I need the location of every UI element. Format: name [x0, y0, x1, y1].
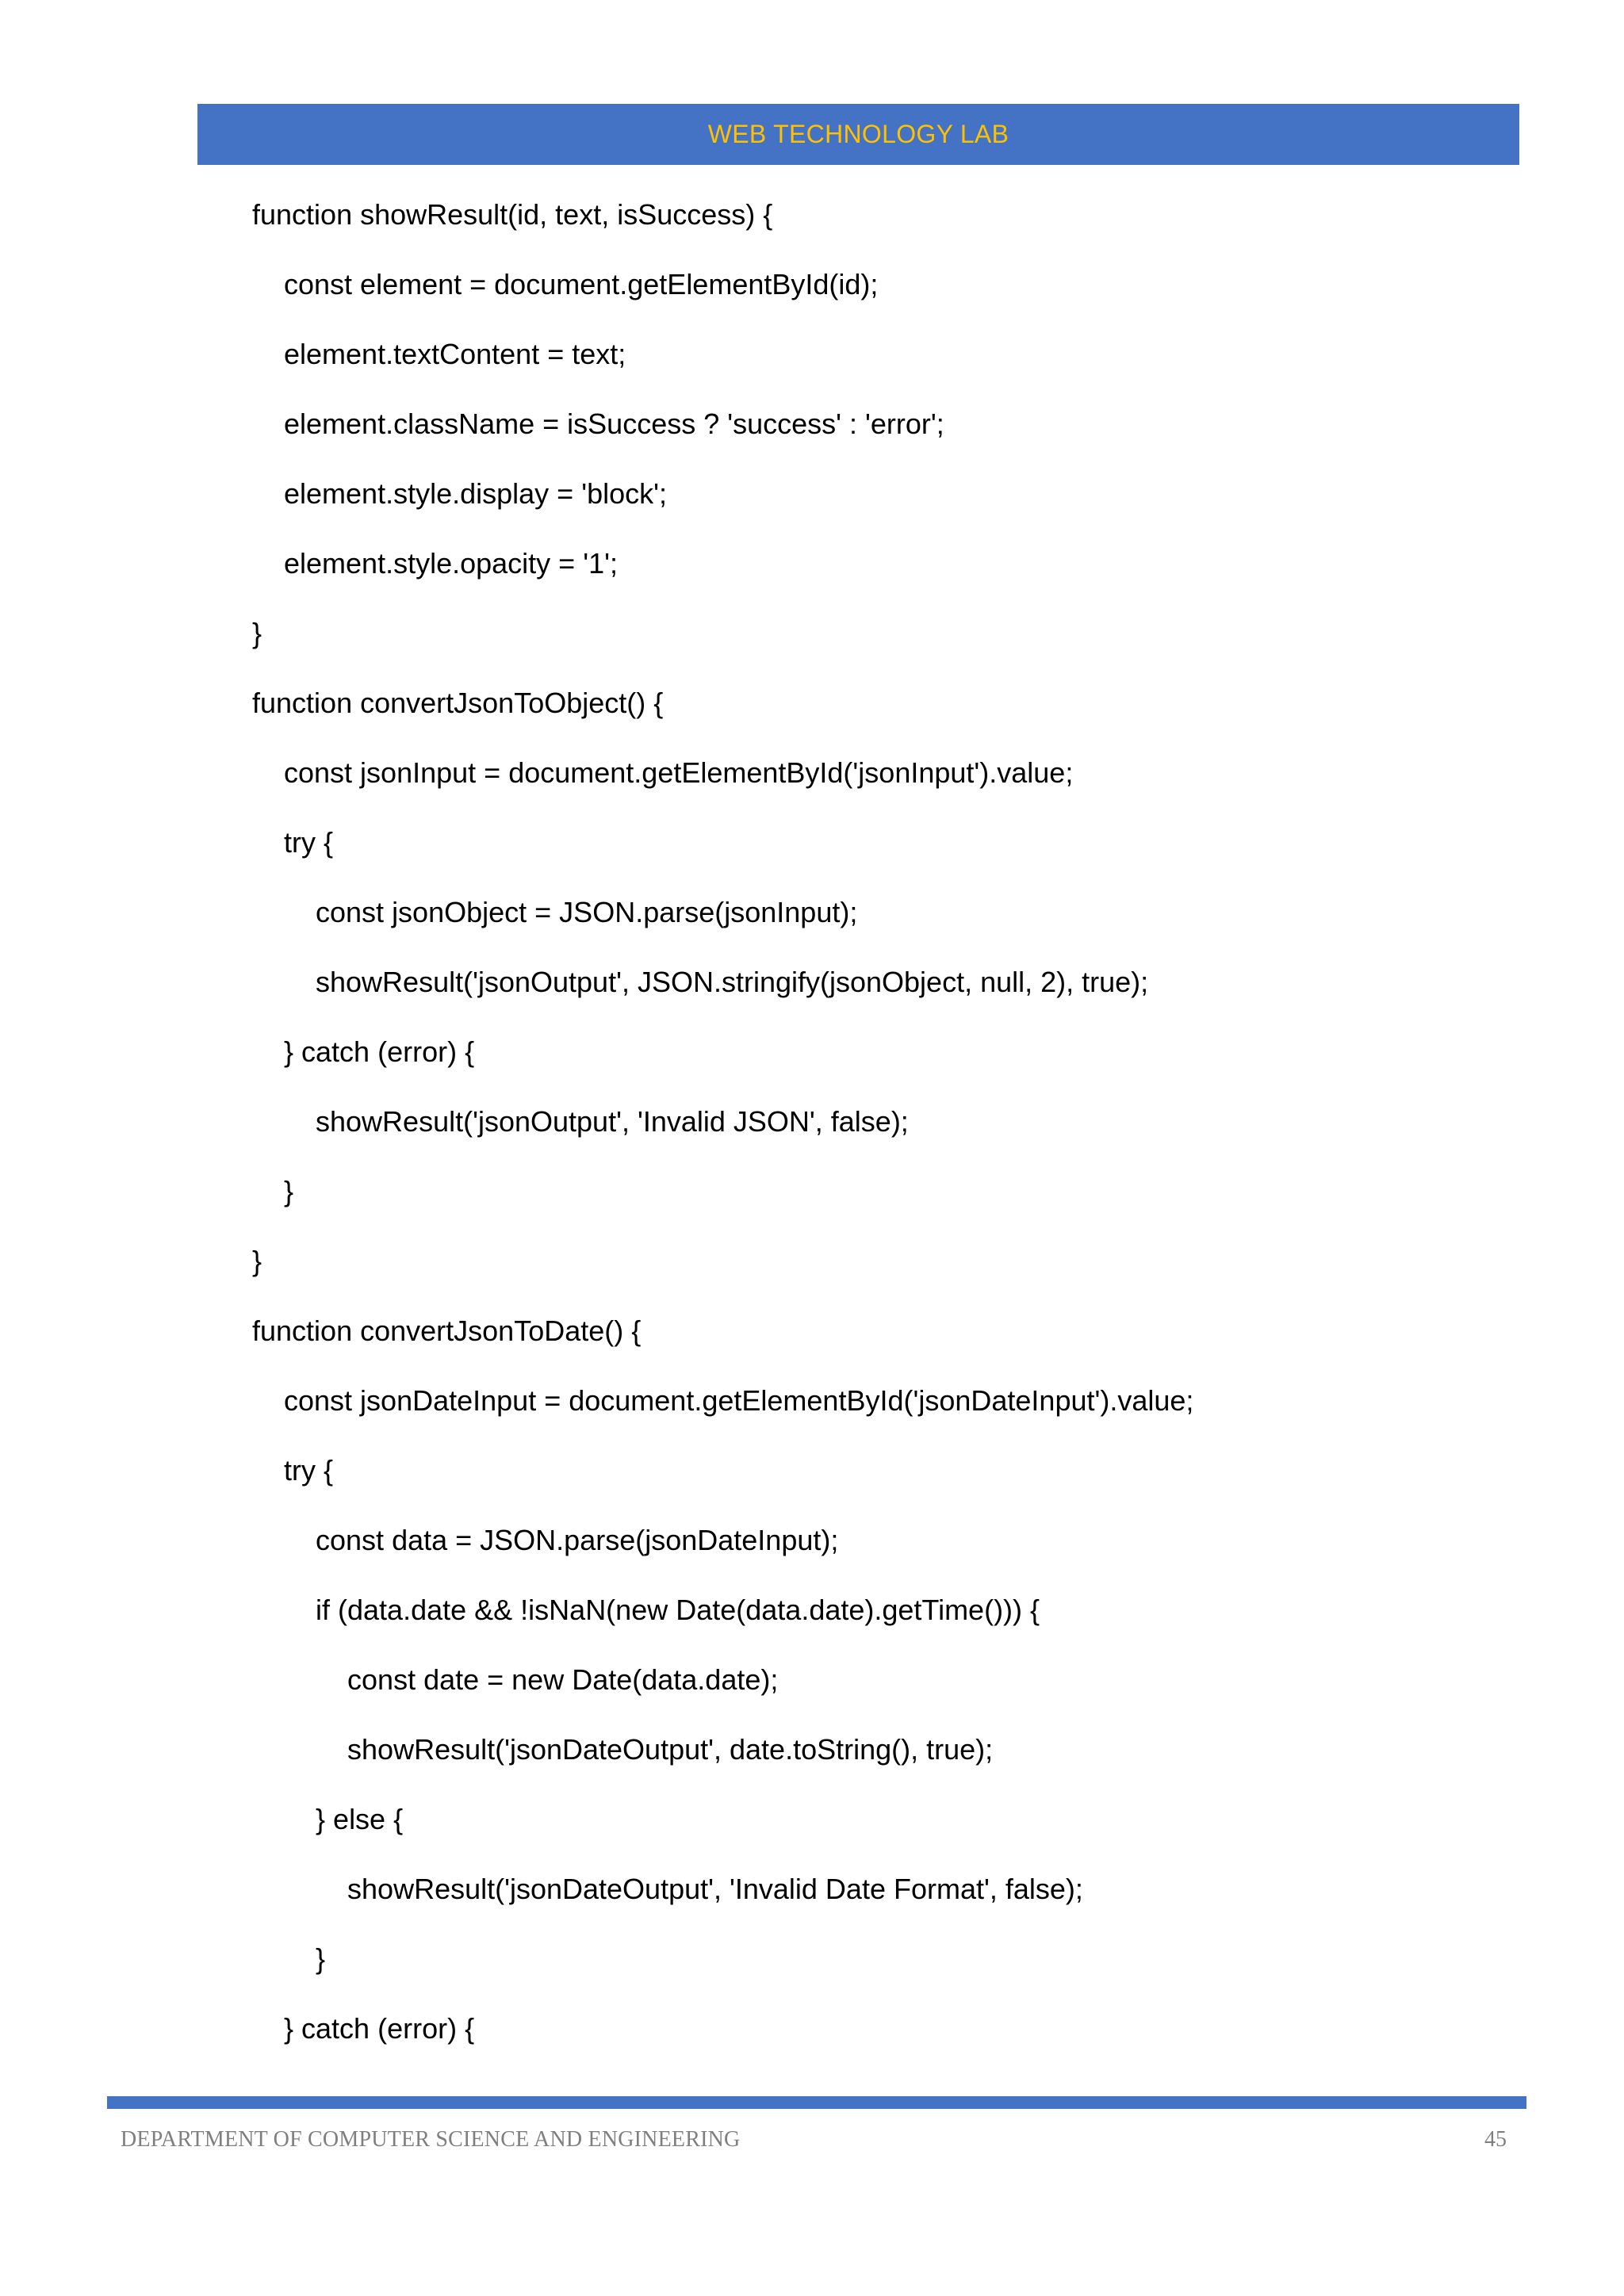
code-line: } catch (error) {: [252, 2012, 475, 2045]
code-line: showResult('jsonDateOutput', date.toString(), true);: [252, 1733, 994, 1766]
page-number: 45: [1484, 2127, 1507, 2152]
code-line: const date = new Date(data.date);: [252, 1663, 779, 1696]
code-line: function convertJsonToObject() {: [252, 687, 664, 719]
code-line: const data = JSON.parse(jsonDateInput);: [252, 1524, 839, 1556]
code-line: }: [252, 1245, 262, 1277]
header-title: WEB TECHNOLOGY LAB: [707, 120, 1009, 148]
code-line: const element = document.getElementById(id);: [252, 268, 879, 300]
footer-department: DEPARTMENT OF COMPUTER SCIENCE AND ENGINEERING: [121, 2127, 741, 2152]
code-line: const jsonObject = JSON.parse(jsonInput);: [252, 896, 858, 928]
code-line: const jsonInput = document.getElementById('jsonInput').value;: [252, 756, 1074, 789]
code-line: function convertJsonToDate() {: [252, 1314, 642, 1347]
code-line: } else {: [252, 1803, 404, 1835]
code-line: showResult('jsonOutput', 'Invalid JSON', false);: [252, 1105, 909, 1138]
code-line: }: [252, 1175, 294, 1207]
code-line: function showResult(id, text, isSuccess) {: [252, 198, 773, 231]
code-line: }: [252, 617, 262, 649]
code-line: showResult('jsonDateOutput', 'Invalid Date Format', false);: [252, 1873, 1083, 1905]
code-line: element.style.opacity = '1';: [252, 547, 618, 580]
code-line: try {: [252, 1454, 334, 1487]
code-line: try {: [252, 826, 334, 859]
code-line: }: [252, 1942, 326, 1975]
code-line: element.style.display = 'block';: [252, 477, 667, 510]
code-line: } catch (error) {: [252, 1035, 475, 1068]
code-line: const jsonDateInput = document.getElementById('jsonDateInput').value;: [252, 1384, 1194, 1417]
code-line: showResult('jsonOutput', JSON.stringify(jsonObject, null, 2), true);: [252, 966, 1149, 998]
code-line: if (data.date && !isNaN(new Date(data.date).getTime())) {: [252, 1594, 1040, 1626]
code-line: element.textContent = text;: [252, 338, 626, 370]
code-line: element.className = isSuccess ? 'success' : 'error';: [252, 408, 944, 440]
footer-divider: [107, 2096, 1526, 2109]
